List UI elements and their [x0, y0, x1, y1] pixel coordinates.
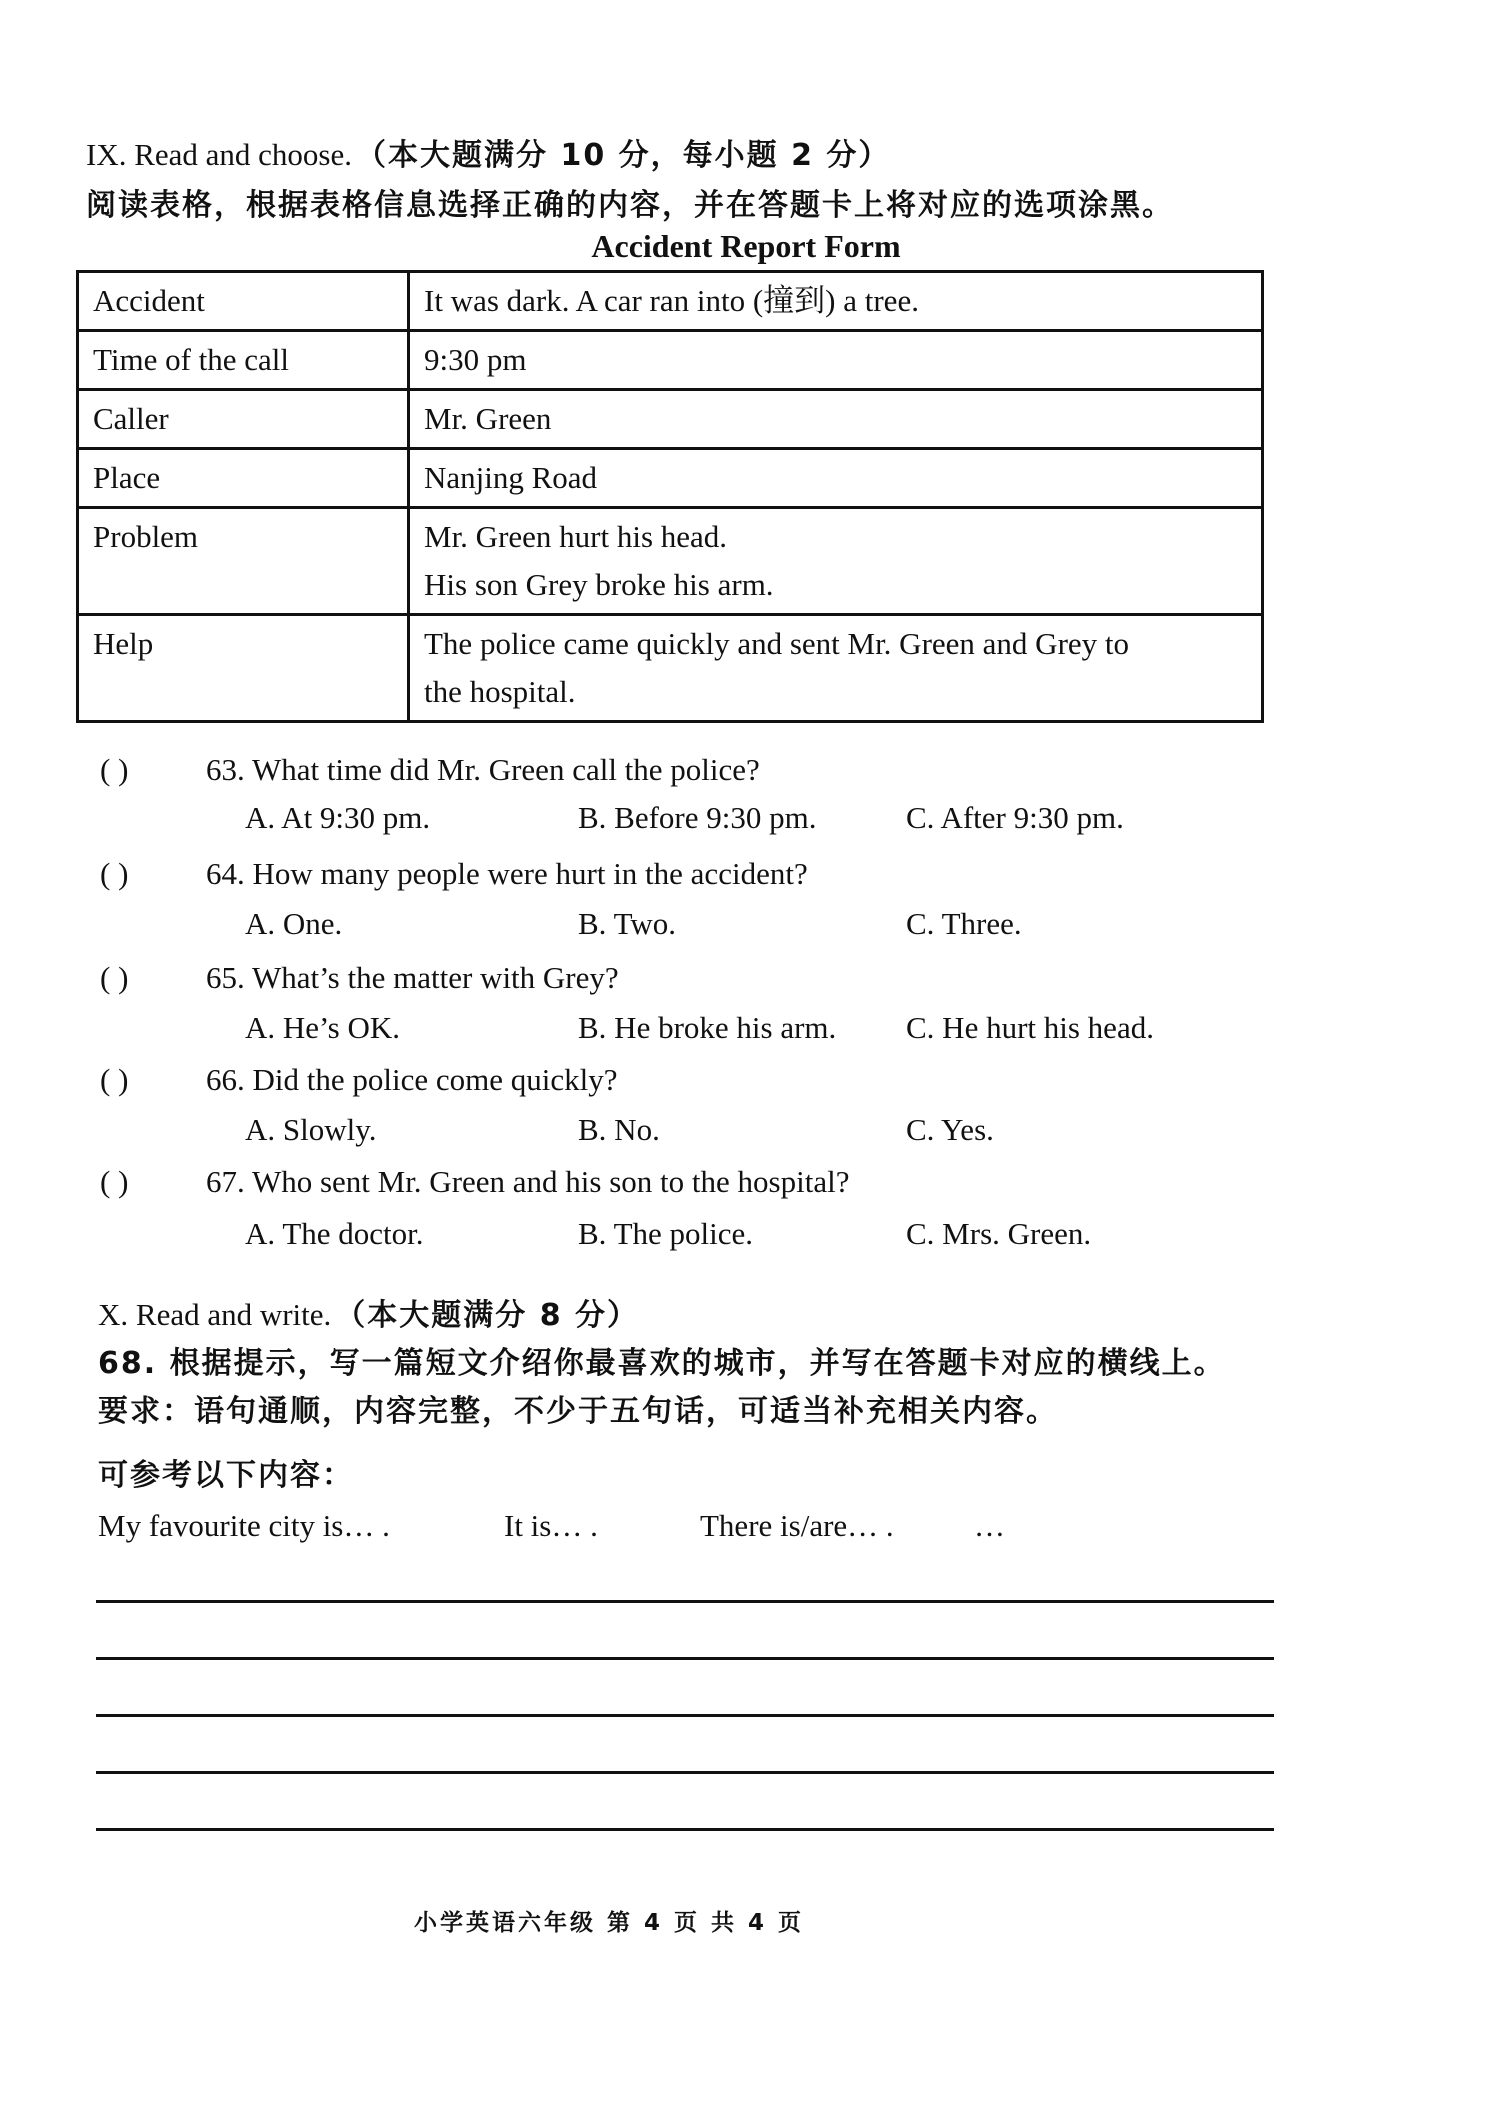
- row-label: Problem: [78, 508, 409, 615]
- writing-line[interactable]: [96, 1771, 1274, 1774]
- section-10-heading: [98, 1290, 639, 1334]
- option-b[interactable]: B. He broke his arm.: [578, 1010, 837, 1045]
- option-a[interactable]: A. He’s OK.: [245, 1010, 400, 1045]
- section-9-score: （本大题满分 10 分，每小题 2 分）: [356, 138, 891, 173]
- row-value-line: His son Grey broke his arm.: [424, 567, 774, 602]
- writing-requirement: 要求：语句通顺，内容完整，不少于五句话，可适当补充相关内容。: [98, 1394, 1058, 1429]
- table-row: [78, 272, 1263, 331]
- answer-blank[interactable]: ( ): [100, 752, 129, 787]
- option-b[interactable]: B. Two.: [578, 906, 677, 941]
- option-b[interactable]: B. No.: [578, 1112, 660, 1147]
- option-a[interactable]: A. Slowly.: [245, 1112, 377, 1147]
- row-value-line: Mr. Green hurt his head.: [424, 519, 728, 554]
- table-row: [78, 331, 1263, 390]
- row-label: Time of the call: [78, 331, 409, 390]
- hint-3: There is/are… .: [700, 1508, 894, 1543]
- hint-2: It is… .: [504, 1508, 598, 1543]
- row-label: Place: [78, 449, 409, 508]
- writing-line[interactable]: [96, 1600, 1274, 1603]
- row-label: Caller: [78, 390, 409, 449]
- table-row: [78, 508, 1263, 615]
- question-text: 66. Did the police come quickly?: [206, 1062, 618, 1097]
- row-value: [409, 508, 1263, 615]
- accident-report-table: [76, 270, 1264, 723]
- section-10-title: X. Read and write.: [98, 1297, 332, 1332]
- option-a[interactable]: A. At 9:30 pm.: [245, 800, 431, 835]
- section-9-instruction: 阅读表格，根据表格信息选择正确的内容，并在答题卡上将对应的选项涂黑。: [86, 188, 1174, 223]
- option-c[interactable]: C. Yes.: [906, 1112, 994, 1147]
- option-c[interactable]: C. Three.: [906, 906, 1022, 941]
- question-text: 63. What time did Mr. Green call the police?: [206, 752, 760, 787]
- hint-4: …: [974, 1508, 1005, 1543]
- answer-blank[interactable]: ( ): [100, 1062, 129, 1097]
- table-row: [78, 615, 1263, 722]
- option-b[interactable]: B. Before 9:30 pm.: [578, 800, 817, 835]
- section-9-title: IX. Read and choose.: [86, 137, 352, 172]
- row-value: 9:30 pm: [409, 331, 1263, 390]
- hint-1: My favourite city is… .: [98, 1508, 390, 1543]
- table-row: [78, 449, 1263, 508]
- writing-line[interactable]: [96, 1657, 1274, 1660]
- row-label: Accident: [78, 272, 409, 331]
- form-title: Accident Report Form: [591, 228, 901, 264]
- table-row: [78, 390, 1263, 449]
- reference-label: 可参考以下内容：: [98, 1458, 354, 1493]
- row-value: [409, 615, 1263, 722]
- row-value-line: The police came quickly and sent Mr. Green and Grey to: [424, 626, 1130, 661]
- option-a[interactable]: A. One.: [245, 906, 343, 941]
- option-c[interactable]: C. Mrs. Green.: [906, 1216, 1092, 1251]
- page-footer: 小学英语六年级 第 4 页 共 4 页: [414, 1910, 805, 1936]
- option-c[interactable]: C. He hurt his head.: [906, 1010, 1154, 1045]
- row-value: Nanjing Road: [409, 449, 1263, 508]
- answer-blank[interactable]: ( ): [100, 856, 129, 891]
- row-value: It was dark. A car ran into (撞到) a tree.: [409, 272, 1263, 331]
- question-text: 65. What’s the matter with Grey?: [206, 960, 619, 995]
- writing-line[interactable]: [96, 1714, 1274, 1717]
- row-value-line: the hospital.: [424, 674, 576, 709]
- row-value: Mr. Green: [409, 390, 1263, 449]
- writing-prompt: 68. 根据提示，写一篇短文介绍你最喜欢的城市，并写在答题卡对应的横线上。: [98, 1346, 1226, 1381]
- option-c[interactable]: C. After 9:30 pm.: [906, 800, 1124, 835]
- answer-blank[interactable]: ( ): [100, 960, 129, 995]
- question-text: 64. How many people were hurt in the accident?: [206, 856, 808, 891]
- section-9-heading: [86, 130, 890, 174]
- row-label: Help: [78, 615, 409, 722]
- question-text: 67. Who sent Mr. Green and his son to the hospital?: [206, 1164, 850, 1199]
- answer-blank[interactable]: ( ): [100, 1164, 129, 1199]
- option-a[interactable]: A. The doctor.: [245, 1216, 424, 1251]
- option-b[interactable]: B. The police.: [578, 1216, 754, 1251]
- section-10-score: （本大题满分 8 分）: [335, 1298, 640, 1333]
- writing-line[interactable]: [96, 1828, 1274, 1831]
